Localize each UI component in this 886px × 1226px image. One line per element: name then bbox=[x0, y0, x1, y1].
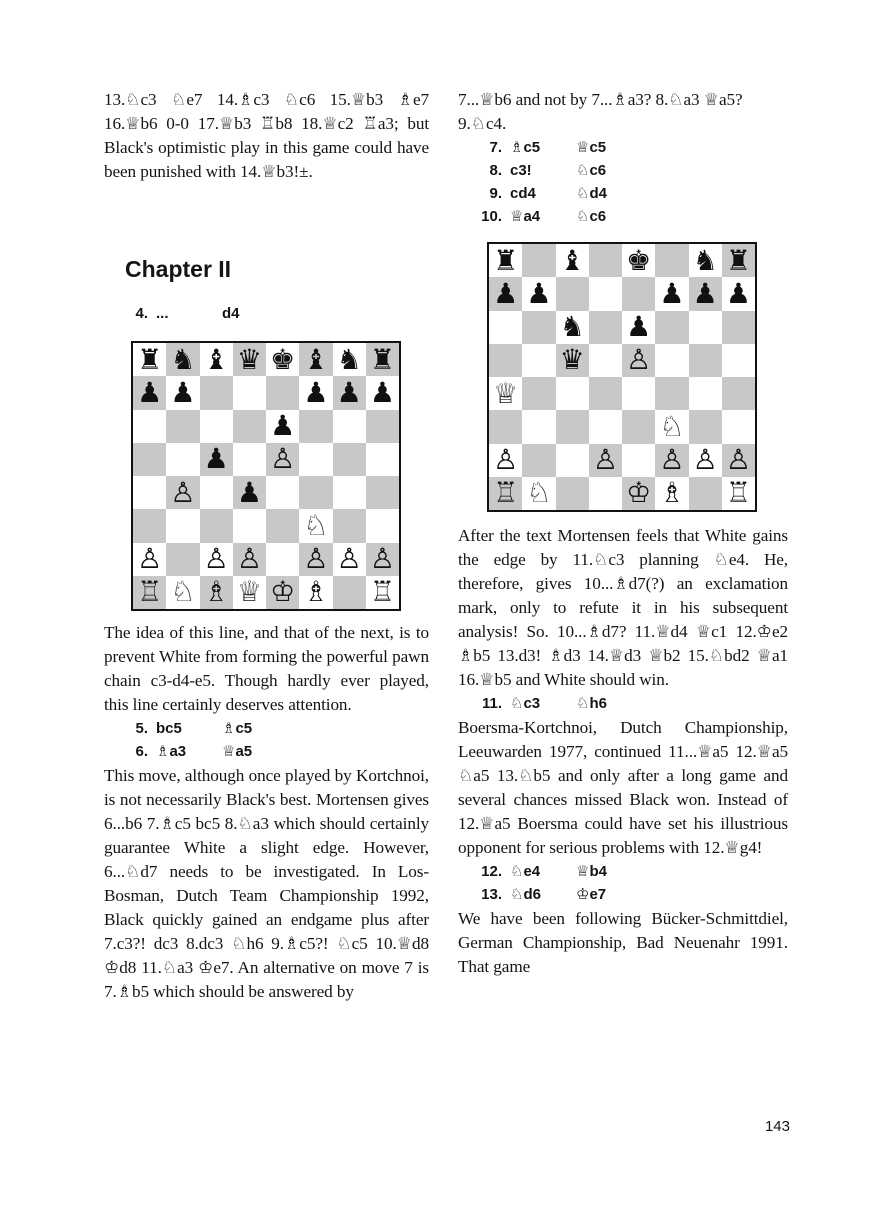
move-13 bbox=[458, 884, 788, 906]
square-a8 bbox=[133, 343, 166, 376]
square-h3 bbox=[366, 509, 399, 542]
move-white: ♗a3 bbox=[156, 743, 187, 760]
square-d2 bbox=[233, 543, 266, 576]
move-white: ... bbox=[156, 305, 169, 322]
square-g4 bbox=[689, 377, 722, 410]
left-intro-paragraph: 13.♘c3 ♘e7 14.♗c3 ♘c6 15.♕b3 ♗e7 16.♕b6 0-0 17.♕b3 ♖b8 18.♕c2 ♖a3; but Black's optimistic play in this game could have been punished with 14.♕b3!±. bbox=[104, 90, 429, 181]
move-number: 4. bbox=[135, 305, 148, 322]
chess-piece-icon: ♘ bbox=[303, 508, 329, 542]
square-d5 bbox=[589, 344, 622, 377]
square-h8 bbox=[366, 343, 399, 376]
chess-piece-icon: ♕ bbox=[236, 575, 262, 609]
chess-piece-icon: ♟ bbox=[692, 276, 718, 310]
chess-piece-icon: ♝ bbox=[559, 243, 585, 277]
move-black: ♘c6 bbox=[576, 208, 607, 225]
square-h5 bbox=[722, 344, 755, 377]
square-b4 bbox=[166, 476, 199, 509]
square-g6 bbox=[333, 410, 366, 443]
square-d1 bbox=[233, 576, 266, 609]
right-paragraph-1: After the text Mortensen feels that White gains the edge by 11.♘c3 planning ♘e4. He, therefore, gives 10...♗d7(?) an exclamation mark, only to refute it in his subsequent analysis! So. 10...♗d7? 11.♕d4 ♕c1 12.♔e2 ♗b5 13.d3! ♗d3 14.♕d3 ♕b2 15.♘bd2 ♕a1 16.♕b5 and White should win. bbox=[458, 526, 788, 689]
square-b3 bbox=[166, 509, 199, 542]
move-number: 12. bbox=[481, 863, 502, 880]
square-e1 bbox=[266, 576, 299, 609]
square-f2 bbox=[299, 543, 332, 576]
move-black: ♔e7 bbox=[576, 886, 607, 903]
square-b1 bbox=[522, 477, 555, 510]
chess-piece-icon: ♞ bbox=[170, 342, 196, 376]
square-h7 bbox=[722, 277, 755, 310]
square-g2 bbox=[333, 543, 366, 576]
chess-piece-icon: ♙ bbox=[137, 542, 163, 576]
chess-piece-icon: ♟ bbox=[369, 375, 395, 409]
chess-piece-icon: ♜ bbox=[137, 342, 163, 376]
move-black: ♘d4 bbox=[576, 185, 607, 202]
square-c1 bbox=[556, 477, 589, 510]
chess-piece-icon: ♟ bbox=[170, 375, 196, 409]
chess-piece-icon: ♗ bbox=[203, 575, 229, 609]
square-d6 bbox=[233, 410, 266, 443]
chess-piece-icon: ♕ bbox=[493, 376, 519, 410]
square-g2 bbox=[689, 444, 722, 477]
move-black: ♘c6 bbox=[576, 162, 607, 179]
chess-piece-icon: ♙ bbox=[692, 443, 718, 477]
square-c3 bbox=[200, 509, 233, 542]
left-column bbox=[104, 88, 429, 184]
square-e6 bbox=[266, 410, 299, 443]
chess-piece-icon: ♚ bbox=[626, 243, 652, 277]
move-10 bbox=[458, 206, 788, 228]
move-5 bbox=[104, 718, 429, 740]
square-c8 bbox=[556, 244, 589, 277]
square-a7 bbox=[133, 376, 166, 409]
chess-piece-icon: ♛ bbox=[559, 343, 585, 377]
square-g6 bbox=[689, 311, 722, 344]
move-number: 11. bbox=[481, 695, 502, 712]
move-white: ♘e4 bbox=[510, 863, 541, 880]
square-f7 bbox=[655, 277, 688, 310]
chess-piece-icon: ♖ bbox=[725, 476, 751, 510]
square-a2 bbox=[489, 444, 522, 477]
right-paragraph-2: Boersma-Kortchnoi, Dutch Championship, Leeuwarden 1977, continued 11...♕a5 12.♕a5 ♘a5 13.♘b5 and only after a long game and several chances missed Black won. Instead of 12.♕a5 Boersma could have set his illustrious opponent for serious problems with 12.♕g4! bbox=[458, 718, 788, 857]
square-b5 bbox=[522, 344, 555, 377]
square-f2 bbox=[655, 444, 688, 477]
right-column bbox=[458, 88, 788, 229]
square-d6 bbox=[589, 311, 622, 344]
square-c8 bbox=[200, 343, 233, 376]
square-h5 bbox=[366, 443, 399, 476]
chess-piece-icon: ♔ bbox=[270, 575, 296, 609]
square-g3 bbox=[333, 509, 366, 542]
chapter-title: Chapter II bbox=[125, 256, 232, 282]
square-a5 bbox=[133, 443, 166, 476]
square-h2 bbox=[366, 543, 399, 576]
move-6 bbox=[104, 741, 429, 763]
square-f1 bbox=[655, 477, 688, 510]
chess-piece-icon: ♟ bbox=[137, 375, 163, 409]
move-white: ♗c5 bbox=[510, 139, 541, 156]
chess-piece-icon: ♙ bbox=[626, 343, 652, 377]
square-b6 bbox=[166, 410, 199, 443]
square-d8 bbox=[233, 343, 266, 376]
move-number: 13. bbox=[481, 886, 502, 903]
chess-piece-icon: ♜ bbox=[369, 342, 395, 376]
right-paragraph-3: We have been following Bücker-Schmittdiel, German Championship, Bad Neuenahr 1991. That game bbox=[458, 909, 788, 976]
chess-piece-icon: ♙ bbox=[170, 475, 196, 509]
chess-piece-icon: ♙ bbox=[336, 542, 362, 576]
move-number: 8. bbox=[489, 162, 502, 179]
square-f1 bbox=[299, 576, 332, 609]
page-number: 143 bbox=[764, 1118, 790, 1135]
square-b8 bbox=[166, 343, 199, 376]
move-number: 9. bbox=[489, 185, 502, 202]
square-e3 bbox=[266, 509, 299, 542]
square-h6 bbox=[366, 410, 399, 443]
move-black: d4 bbox=[222, 305, 240, 322]
move-8 bbox=[458, 160, 788, 182]
move-white: bc5 bbox=[156, 720, 182, 737]
chess-piece-icon: ♗ bbox=[303, 575, 329, 609]
chess-piece-icon: ♙ bbox=[493, 443, 519, 477]
square-b3 bbox=[522, 410, 555, 443]
chess-piece-icon: ♝ bbox=[203, 342, 229, 376]
move-9 bbox=[458, 183, 788, 205]
square-h4 bbox=[366, 476, 399, 509]
square-f3 bbox=[299, 509, 332, 542]
square-a2 bbox=[133, 543, 166, 576]
square-d3 bbox=[233, 509, 266, 542]
square-b7 bbox=[166, 376, 199, 409]
square-g7 bbox=[689, 277, 722, 310]
square-d8 bbox=[589, 244, 622, 277]
square-d3 bbox=[589, 410, 622, 443]
chess-piece-icon: ♘ bbox=[526, 476, 552, 510]
square-e3 bbox=[622, 410, 655, 443]
square-c7 bbox=[556, 277, 589, 310]
chess-piece-icon: ♙ bbox=[592, 443, 618, 477]
square-g7 bbox=[333, 376, 366, 409]
square-e2 bbox=[622, 444, 655, 477]
square-b6 bbox=[522, 311, 555, 344]
moves-7-10 bbox=[458, 137, 788, 228]
square-a3 bbox=[133, 509, 166, 542]
chess-piece-icon: ♟ bbox=[203, 442, 229, 476]
square-a1 bbox=[489, 477, 522, 510]
square-c5 bbox=[556, 344, 589, 377]
chess-piece-icon: ♖ bbox=[493, 476, 519, 510]
left-paragraph-1: The idea of this line, and that of the next, is to prevent White from forming the powerful pawn chain c3-d4-e5. Though hardly ever played, this line certainly deserves attention. bbox=[104, 623, 429, 714]
square-g5 bbox=[689, 344, 722, 377]
chess-piece-icon: ♙ bbox=[270, 442, 296, 476]
chess-piece-icon: ♛ bbox=[236, 342, 262, 376]
chess-piece-icon: ♜ bbox=[725, 243, 751, 277]
square-f6 bbox=[655, 311, 688, 344]
chess-piece-icon: ♖ bbox=[369, 575, 395, 609]
square-f4 bbox=[655, 377, 688, 410]
square-b2 bbox=[166, 543, 199, 576]
square-b8 bbox=[522, 244, 555, 277]
square-g3 bbox=[689, 410, 722, 443]
chess-piece-icon: ♞ bbox=[692, 243, 718, 277]
square-d4 bbox=[233, 476, 266, 509]
square-f3 bbox=[655, 410, 688, 443]
square-e5 bbox=[622, 344, 655, 377]
square-f6 bbox=[299, 410, 332, 443]
square-e7 bbox=[622, 277, 655, 310]
square-c5 bbox=[200, 443, 233, 476]
square-e6 bbox=[622, 311, 655, 344]
square-f8 bbox=[299, 343, 332, 376]
move-7 bbox=[458, 137, 788, 159]
move-black: ♕c5 bbox=[576, 139, 607, 156]
chess-piece-icon: ♘ bbox=[170, 575, 196, 609]
chess-piece-icon: ♙ bbox=[236, 542, 262, 576]
square-e4 bbox=[266, 476, 299, 509]
move-number: 7. bbox=[489, 139, 502, 156]
chess-piece-icon: ♔ bbox=[626, 476, 652, 510]
chess-piece-icon: ♘ bbox=[659, 409, 685, 443]
square-d4 bbox=[589, 377, 622, 410]
chess-piece-icon: ♟ bbox=[236, 475, 262, 509]
square-d7 bbox=[589, 277, 622, 310]
square-g8 bbox=[333, 343, 366, 376]
square-g4 bbox=[333, 476, 366, 509]
move-white: c3! bbox=[510, 162, 532, 179]
square-c1 bbox=[200, 576, 233, 609]
square-h7 bbox=[366, 376, 399, 409]
chess-piece-icon: ♞ bbox=[559, 310, 585, 344]
square-b4 bbox=[522, 377, 555, 410]
square-a4 bbox=[489, 377, 522, 410]
square-d7 bbox=[233, 376, 266, 409]
square-c6 bbox=[556, 311, 589, 344]
square-d5 bbox=[233, 443, 266, 476]
move-number: 6. bbox=[135, 743, 148, 760]
move-number: 5. bbox=[135, 720, 148, 737]
move-number: 10. bbox=[481, 208, 502, 225]
chess-piece-icon: ♗ bbox=[659, 476, 685, 510]
move-12 bbox=[458, 861, 788, 883]
square-f8 bbox=[655, 244, 688, 277]
move-black: ♘h6 bbox=[576, 695, 607, 712]
chess-piece-icon: ♟ bbox=[493, 276, 519, 310]
square-a6 bbox=[133, 410, 166, 443]
square-b7 bbox=[522, 277, 555, 310]
square-e8 bbox=[266, 343, 299, 376]
square-d2 bbox=[589, 444, 622, 477]
square-c4 bbox=[556, 377, 589, 410]
square-a3 bbox=[489, 410, 522, 443]
chess-piece-icon: ♟ bbox=[270, 409, 296, 443]
square-f5 bbox=[655, 344, 688, 377]
square-d1 bbox=[589, 477, 622, 510]
chess-piece-icon: ♙ bbox=[369, 542, 395, 576]
square-e5 bbox=[266, 443, 299, 476]
square-h2 bbox=[722, 444, 755, 477]
chess-piece-icon: ♟ bbox=[725, 276, 751, 310]
square-a7 bbox=[489, 277, 522, 310]
square-h8 bbox=[722, 244, 755, 277]
square-g8 bbox=[689, 244, 722, 277]
right-intro-paragraph: 7...♕b6 and not by 7...♗a3? 8.♘a3 ♕a5? 9.♘c4. bbox=[458, 90, 743, 133]
move-white: ♘c3 bbox=[510, 695, 541, 712]
chess-piece-icon: ♙ bbox=[303, 542, 329, 576]
square-a4 bbox=[133, 476, 166, 509]
move-4 bbox=[104, 303, 429, 325]
square-c7 bbox=[200, 376, 233, 409]
move-white: cd4 bbox=[510, 185, 536, 202]
square-b2 bbox=[522, 444, 555, 477]
chess-piece-icon: ♟ bbox=[626, 310, 652, 344]
chapter-block bbox=[104, 256, 429, 326]
square-c6 bbox=[200, 410, 233, 443]
square-c2 bbox=[200, 543, 233, 576]
square-e2 bbox=[266, 543, 299, 576]
square-h1 bbox=[366, 576, 399, 609]
chess-piece-icon: ♞ bbox=[336, 342, 362, 376]
square-f7 bbox=[299, 376, 332, 409]
square-h4 bbox=[722, 377, 755, 410]
chess-piece-icon: ♚ bbox=[270, 342, 296, 376]
move-black: ♕a5 bbox=[222, 743, 253, 760]
square-a6 bbox=[489, 311, 522, 344]
move-11 bbox=[458, 693, 788, 715]
chess-piece-icon: ♙ bbox=[203, 542, 229, 576]
square-a5 bbox=[489, 344, 522, 377]
left-paragraph-2: This move, although once played by Kortchnoi, is not necessarily Black's best. Mortensen gives 6...b6 7.♗c5 bc5 8.♘a3 which should certainly guarantee White a slight edge. However, 6...♘d7 needs to be investigated. In Los-Bosman, Dutch Team Championship 1992, Black quickly gained an endgame plus after 7.c3?! dc3 8.dc3 ♘h6 9.♗c5?! ♘c5 10.♕d8 ♔d8 11.♘a3 ♔e7. An alternative on move 7 is 7.♗b5 which should be answered by bbox=[104, 766, 429, 1001]
left-lower-text bbox=[104, 621, 429, 1004]
square-e1 bbox=[622, 477, 655, 510]
chess-piece-icon: ♟ bbox=[526, 276, 552, 310]
square-e8 bbox=[622, 244, 655, 277]
right-lower-text bbox=[458, 524, 788, 979]
chess-piece-icon: ♙ bbox=[725, 443, 751, 477]
chess-piece-icon: ♟ bbox=[303, 375, 329, 409]
square-e4 bbox=[622, 377, 655, 410]
chess-piece-icon: ♜ bbox=[493, 243, 519, 277]
chess-diagram-1 bbox=[131, 341, 401, 611]
square-f5 bbox=[299, 443, 332, 476]
square-a1 bbox=[133, 576, 166, 609]
square-g1 bbox=[689, 477, 722, 510]
square-a8 bbox=[489, 244, 522, 277]
square-g5 bbox=[333, 443, 366, 476]
chess-diagram-2 bbox=[487, 242, 757, 512]
square-c2 bbox=[556, 444, 589, 477]
move-white: ♕a4 bbox=[510, 208, 541, 225]
square-c4 bbox=[200, 476, 233, 509]
square-c3 bbox=[556, 410, 589, 443]
square-h6 bbox=[722, 311, 755, 344]
square-b1 bbox=[166, 576, 199, 609]
square-f4 bbox=[299, 476, 332, 509]
chess-piece-icon: ♟ bbox=[659, 276, 685, 310]
move-black: ♗c5 bbox=[222, 720, 253, 737]
square-h3 bbox=[722, 410, 755, 443]
move-black: ♕b4 bbox=[576, 863, 607, 880]
square-e7 bbox=[266, 376, 299, 409]
square-h1 bbox=[722, 477, 755, 510]
chess-piece-icon: ♝ bbox=[303, 342, 329, 376]
chess-piece-icon: ♖ bbox=[137, 575, 163, 609]
move-white: ♘d6 bbox=[510, 886, 541, 903]
chess-piece-icon: ♙ bbox=[659, 443, 685, 477]
square-b5 bbox=[166, 443, 199, 476]
chess-piece-icon: ♟ bbox=[336, 375, 362, 409]
square-g1 bbox=[333, 576, 366, 609]
